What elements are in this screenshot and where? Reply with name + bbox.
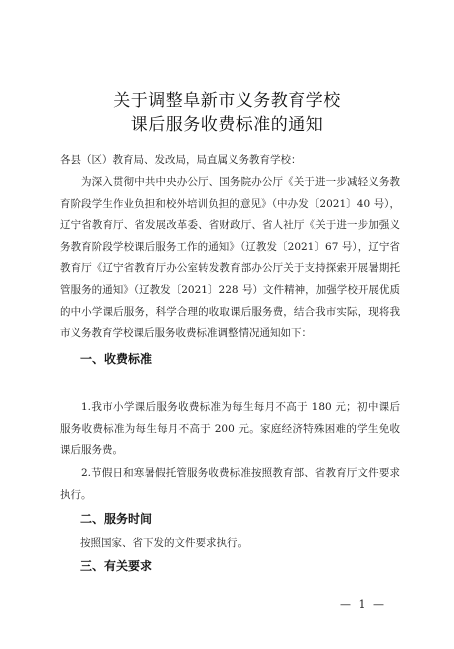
section-heading-service-time: 二、服务时间 [80, 512, 153, 526]
fee-standard-paragraph-1: 1.我市小学课后服务收费标准为每生每月不高于 180 元；初中课后服务收费标准为每生每月不高于 200 元。家庭经济特殊困难的学生免收课后服务费。 [60, 401, 400, 457]
page-number: — 1 — [340, 598, 386, 611]
document-title-line-2: 课后服务收费标准的通知 [130, 115, 324, 135]
greeting-line: 各县（区）教育局、发改局，局直属义务教育学校： [60, 154, 302, 166]
intro-paragraph: 为深入贯彻中共中央办公厅、国务院办公厅《关于进一步减轻义务教育阶段学生作业负担和校外培训负担的意见》（中办发〔2021〕40 号），辽宁省教育厅、省发展改革委、省财政厅、省人社厅《关于进一步加强义务教育阶段学校课后服务工作的通知》（辽教发〔2021〕67 号），辽宁省教育厅《辽宁省教育厅办公室转发教育部办公厅关于支持探索开展暑期托管服务的通知》（辽教发〔2021〕228 号）文件精神，加强学校开展优质的中小学课后服务，科学合理的收取课后服务费，结合我市实际，现将我市义务教育学校课后服务收费标准调整情况通知如下： [60, 176, 400, 340]
service-time-paragraph: 按照国家、省下发的文件要求执行。 [80, 537, 248, 549]
document-title-line-1: 关于调整阜新市义务教育学校 [113, 91, 341, 111]
section-heading-fee-standard: 一、收费标准 [80, 352, 153, 366]
fee-standard-paragraph-2: 2.节假日和寒暑假托管服务收费标准按照教育部、省教育厅文件要求执行。 [60, 467, 400, 501]
section-heading-requirements: 三、有关要求 [80, 559, 153, 573]
